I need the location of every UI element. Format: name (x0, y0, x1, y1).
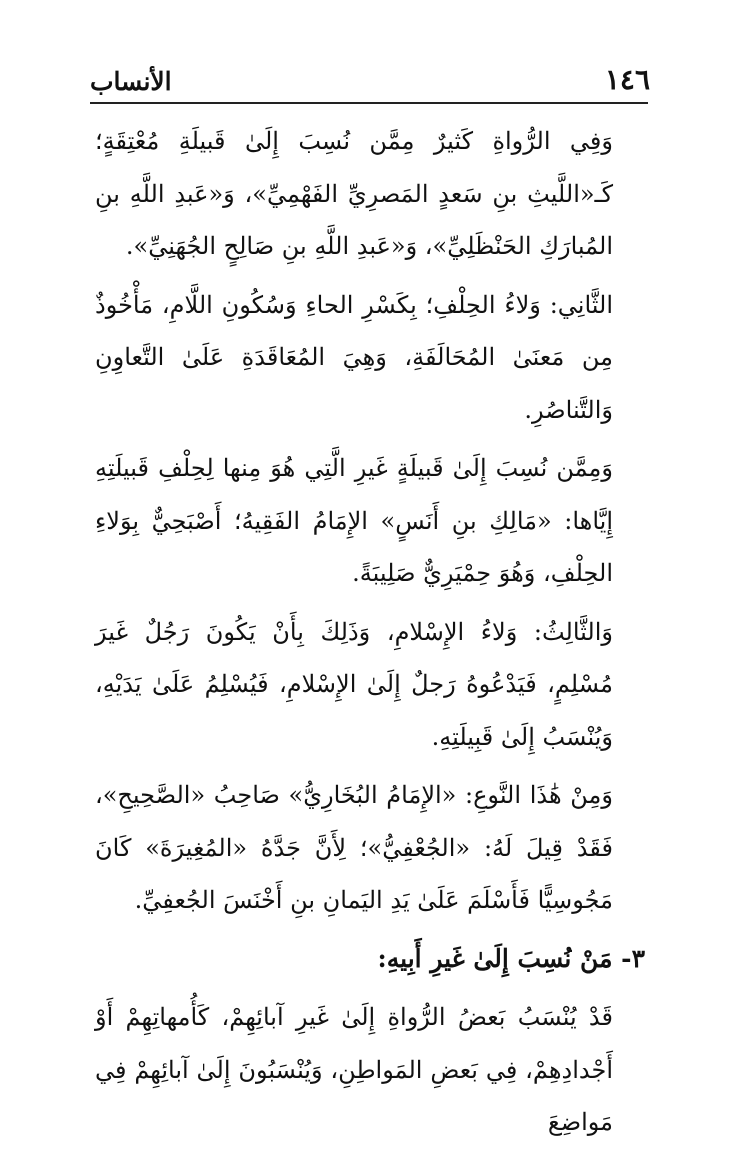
running-title: الأنساب (90, 67, 172, 96)
section-heading: ٣- مَنْ نُسِبَ إِلَىٰ غَيرِ أَبِيهِ: (377, 943, 645, 973)
paragraph-2: الثَّانِي: وَلاءُ الحِلْفِ؛ بِكَسْرِ الحاءِ وَسُكُونِ اللَّامِ، مَأْخُوذٌ مِن مَعنَىٰ المُحَالَفَةِ، وَهِيَ المُعَاقَدَةِ عَلَىٰ التَّعاوِنِ وَالتَّناصُرِ. (95, 290, 613, 424)
page-number: ١٤٦ (604, 63, 650, 96)
paragraph-5: وَمِنْ هَٰذَا النَّوعِ: «الإِمَامُ البُخَارِيُّ» صَاحِبُ «الصَّحِيحِ»، فَقَدْ قِيلَ لَهُ: «الجُعْفِيُّ»؛ لِأَنَّ جَدَّهُ «المُغِيرَةَ» كَانَ مَجُوسِيًّا فَأَسْلَمَ عَلَىٰ يَدِ اليَمانِ بنِ أَخْنَسَ الجُعفِيِّ. (95, 781, 613, 914)
paragraph-1: وَفِي الرُّواةِ كَثيرٌ مِمَّن نُسِبَ إِلَىٰ قَبيلَةِ مُعْتِقَةٍ؛ كَـ«اللَّيثِ بنِ سَعدٍ المَصرِيِّ الفَهْمِيِّ»، وَ«عَبدِ اللَّهِ بنِ المُبارَكِ الحَنْظَلِيِّ»، وَ«عَبدِ اللَّهِ بنِ صَالِحٍ الجُهَنِيِّ». (95, 127, 613, 260)
paragraph-3: وَمِمَّن نُسِبَ إِلَىٰ قَبيلَةٍ غَيرِ الَّتِي هُوَ مِنها لِحِلْفِ قَبيلَتِهِ إِيَّاها: «مَالِكِ بنِ أَنَسٍ» الإِمَامُ الفَقِيهُ؛ أَصْبَحِيٌّ بِوَلاءِ الحِلْفِ، وَهُوَ حِمْيَرِيٌّ صَلِيبَةً. (95, 454, 613, 587)
paragraph-6: قَدْ يُنْسَبُ بَعضُ الرُّواةِ إِلَىٰ غَيرِ آبائِهِمْ، كَأُمهاتِهِمْ أَوْ أَجْدادِهِمْ، فِي بَعضِ المَواطِنِ، وَيُنْسَبُونَ إِلَىٰ آبائِهِمْ فِي مَواضِعَ (95, 1003, 613, 1136)
paragraph-4: وَالثَّالِثُ: وَلاءُ الإِسْلامِ، وَذَلِكَ بِأَنْ يَكُونَ رَجُلٌ غَيرَ مُسْلِمٍ، فَيَدْعُوهُ رَجلٌ إِلَىٰ الإِسْلامِ، فَيُسْلِمُ عَلَىٰ يَدَيْهِ، وَيُنْسَبُ إِلَىٰ قَبِيلَتِهِ. (95, 617, 613, 751)
header-rule (90, 102, 648, 104)
page-body (95, 115, 645, 1155)
page-header (90, 60, 650, 96)
